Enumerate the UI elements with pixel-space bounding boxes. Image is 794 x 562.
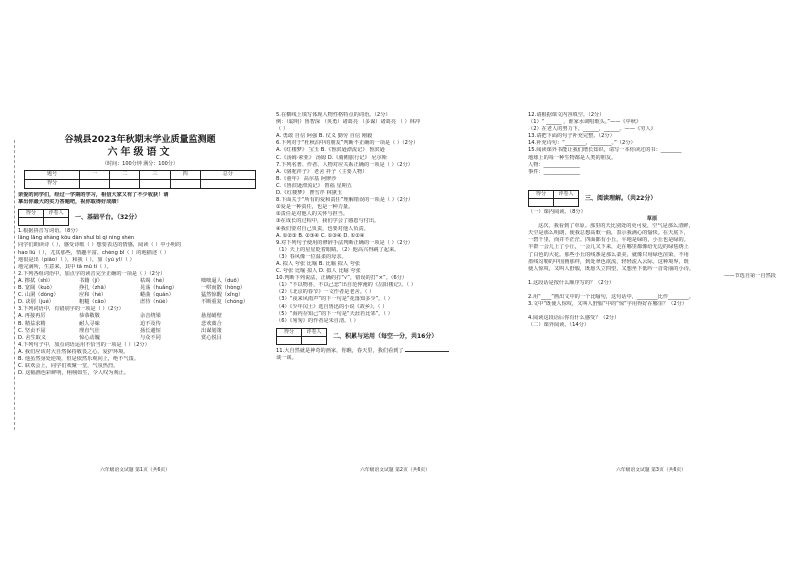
option-line: B. 他虽然身处逆境，但是依然乐观向上，绝不气馁。	[18, 355, 139, 362]
score-label-cell: 得分	[25, 180, 80, 189]
passage-line: 了白色的大花。那些小丘的线条是那么柔美，就像只用绿色渲染，不用	[528, 251, 689, 258]
option-row: C. 坚贞不屈 理直气壮 扬长避短 出谋划策	[18, 327, 222, 334]
text-line: 15.阅读课外书能让我们增长知识，请写一本你读过的书：________	[528, 147, 682, 154]
score-cell[interactable]	[170, 180, 200, 189]
question-11	[276, 347, 526, 355]
pinyin-line: lǎng lǎng shàng kǒu dàn shuǐ bì qì níng shén	[18, 235, 135, 242]
passage-source: ——节选自第一自然段	[724, 272, 776, 279]
section-title: 三、阅读理解。（共22分）	[585, 194, 657, 202]
binding-margin	[8, 140, 15, 430]
text-line: 人物：______________	[528, 161, 580, 168]
text-line: A. 拟人 夸张 比喻 B. 比喻 拟人 夸张	[276, 260, 361, 267]
score-header-cell: 题号	[25, 171, 80, 180]
reviewer-label: 得分	[529, 190, 554, 198]
option-row: A. 擦拭（shì） 书籍（jí） 枯竭（hé） 咄咄逼人（duō）	[18, 277, 242, 284]
score-header-cell: 二	[110, 171, 140, 180]
reading-question: 3.文中“既使人惊叹，又叫人舒服”中的“惊”字用得好在哪里？（2分）	[528, 301, 688, 308]
text-line: 14.补充诗句：“________，________。”（2分）	[528, 140, 636, 147]
notice-line: 拿出你最大的实力答题吧，祝你取得好成绩！	[18, 199, 122, 206]
reviewer-box	[528, 190, 579, 207]
text-line: （4）《少年闰土》选自鲁迅的小说《故乡》。（ ）	[276, 303, 388, 310]
section-header	[18, 209, 262, 226]
question-3: 3.下列词语中，有错别字的一项是（ ）（2分）	[18, 306, 124, 313]
answer-line[interactable]	[528, 308, 776, 315]
question-text: 地完满所，生意来，其中 tā mǔ ti（ ）。	[18, 263, 112, 270]
reviewer-cell[interactable]	[277, 336, 302, 344]
reading-subsection: （一）课内阅读。（8分）	[528, 208, 586, 215]
passage-line: 羊群一会儿上了小丘，一会儿又下来，走在哪里都像给无边的绿毯绣上	[528, 244, 689, 251]
reading-subsection: （二）课外阅读。（14分）	[528, 322, 590, 329]
text-line: B.《童年》 高尔基 阿廖沙	[276, 175, 337, 182]
option-row: C. 山洞（dòng） 应和（hè） 蜷曲（quán） 猛然惊醒（xǐng）	[18, 292, 244, 299]
text-line: ④我们要对自己负责，也要对他人负责。	[276, 225, 369, 232]
passage-line: 使人惊叹，又叫人舒服，既愿久立四望，又想坐下低吟一首奇丽的小诗。	[528, 265, 695, 272]
reviewer-cell[interactable]	[19, 218, 44, 226]
text-line: 10.判断下列说法，正确的打“√”，错误的打“×”。（6分）	[276, 275, 408, 282]
reviewer-box	[18, 209, 69, 226]
score-table	[24, 170, 256, 189]
score-cell[interactable]	[110, 180, 140, 189]
text-line: 8.下面关于“所有的爱和责任”理解错误的一项是（ ）（2分）	[276, 197, 414, 204]
reviewer-label: 评卷人	[302, 328, 327, 336]
text-line: 例：（聪明）鲁智深 （英勇）诸葛亮 （多谋）诸葛亮 （ ）林冲	[276, 119, 421, 126]
answer-line[interactable]	[528, 287, 776, 294]
reviewer-label: 得分	[19, 210, 44, 218]
text-line: C.《汤姆·索亚》 汤姆 D.《骑鹅旅行记》 尼尔斯	[276, 154, 387, 161]
text-line: （2）《北京的春节》一文作者是老舍。（ ）	[276, 289, 375, 296]
question-1: 1.根据拼音写词语。（8分）	[18, 228, 81, 235]
text-line: （6）《匆匆》的作者是朱自清。（ ）	[276, 317, 359, 324]
reviewer-label: 评卷人	[44, 210, 69, 218]
page-footer: 六年级语文试题 第2页（共6页）	[360, 468, 430, 473]
reviewer-box	[276, 328, 327, 345]
reading-question: 2.用“____”画出文中的一个比喻句，这句话中，________比作________。	[528, 294, 694, 301]
text-line: 7.下列名著、作者、人物对应关系正确的一项是（ ）（2分）	[276, 161, 413, 168]
text-line: （ ）	[276, 126, 289, 133]
text-line: C.《鲁滨逊漂流记》 笛福 星期五	[276, 182, 353, 189]
page-3	[528, 112, 776, 457]
text-line: （1）“不以物喜，不以己悲”出自范仲淹的《岳阳楼记》。（ ）	[276, 282, 416, 289]
text-line: ①爱是一种责任，也是一种力量。	[276, 204, 354, 211]
question-4: 4.下列句子中，加点词语运用不恰当的一项是（ ）（2分）	[18, 341, 150, 348]
text-line: （1）“ ______ ，谁家水调唱歌头。”——《中秋》	[528, 119, 642, 126]
question-11-cont: 谈一谈。	[276, 355, 297, 361]
answer-blank[interactable]	[405, 347, 449, 352]
section-title: 一、基础平台。（32分）	[75, 214, 141, 222]
text-line: （5）“海内存知己”的下一句是“天涯若比邻”。（ ）	[276, 310, 393, 317]
text-line: 9.对下列句子使用的修辞手法判断正确的一项是（ ）（2分）	[276, 239, 413, 246]
time-info: （时间：100分钟 满分：100分）	[102, 161, 178, 167]
section-title: 二、积累与运用（每空一分，共16分）	[333, 332, 438, 340]
score-cell[interactable]	[200, 180, 255, 189]
exam-subject: 六年级语文	[107, 147, 173, 158]
text-line: A.《红楼梦》 宝玉 B.《鲁滨逊漂流记》 鲁滨逊	[276, 147, 385, 154]
reading-question: 4.阅读这段话后你有什么感受？（2分）	[528, 315, 620, 322]
page-1	[18, 112, 262, 457]
text-line: 6.下列对于“杜秋泊中的朋友”判断不正确的一项是（ ）（2分）	[276, 140, 419, 147]
text-line: （3）“夜来风雨声”的下一句是“花落知多少”。（ ）	[276, 296, 393, 303]
score-cell[interactable]	[140, 180, 170, 189]
text-line: A. 勇敢 自信 阿强 B. 仗义 勤劳 自信 刚毅	[276, 133, 373, 140]
reviewer-label: 评卷人	[554, 190, 579, 198]
reviewer-cell[interactable]	[529, 198, 554, 206]
score-header-cell: 总分	[200, 171, 255, 180]
text-line: 12.请根据课文内容填空。（2分）	[528, 112, 605, 118]
section-header	[276, 328, 526, 345]
page-2	[276, 112, 526, 457]
question-text: hao liú（ ），尤其那些，情趣丰富、chéng bǐ（ ）的地描述（ ）	[18, 249, 170, 256]
page-footer: 六年级语文试题 第3页（共6页）	[616, 468, 686, 473]
passage-line: 这次，我看到了草原。那里的天比别处的更可爱，空气是那么清鲜，	[538, 223, 694, 230]
text-line: （1）天上的星星眨着眼睛。（2）他高兴得跳了起来。	[276, 246, 400, 253]
question-text: 同学们朗读诗（ ），感受诗歌（ ）想要表达的情感，阅读（ ）中小明的	[18, 242, 182, 249]
option-row: B. 宽阔（kuò） 挣扎（zhā） 晃荡（huǎng） 一哄而散（hòng）	[18, 285, 246, 292]
text-line: （2）在老人的努力下，______，______。——《穷人》	[528, 126, 656, 133]
option-row: A. 再接再厉 恭恭敬敬 余音绕梁 悬崖峭壁	[18, 313, 222, 320]
option-line: C. 联欢会上，同学们欢聚一堂，气氛热烈。	[18, 363, 119, 370]
option-row: D. 诀别（jué） 粗糙（cāo） 虐待（nüè） 不断重复（chóng）	[18, 299, 249, 306]
question-text: 地很是出（piāo）（ ），和我（ ），加（yú yǐ）（ ）	[18, 256, 135, 263]
text-line: 5.在横线上填写体现人物性格特点的词语。（2分）	[276, 112, 391, 118]
reviewer-label: 得分	[277, 328, 302, 336]
score-header-cell: 三	[140, 171, 170, 180]
reviewer-cell[interactable]	[302, 336, 327, 344]
text-line: ②责任是对他人的关怀与担当。	[276, 211, 349, 218]
reviewer-cell[interactable]	[554, 198, 579, 206]
text-line: C. 夸张 比喻 拟人 D. 拟人 比喻 夸张	[276, 268, 361, 275]
text-line: 地球上的每一种生物都是人类的朋友。	[528, 154, 617, 161]
section-header	[528, 190, 776, 207]
passage-line: 墨线勾勒的中国画那样，到处翠色欲流，轻轻流入云际。这种境界，既	[528, 258, 689, 265]
text-line: 事件：______________	[528, 168, 580, 175]
notice-line: 亲爱的同学们，经过一学期的学习，相信大家又有了不少收获！请	[18, 192, 169, 198]
score-header-cell: 一	[80, 171, 110, 180]
option-line: D. 这幅画色彩鲜明，栩栩如生，令人叹为观止。	[18, 370, 130, 377]
score-cell[interactable]	[80, 180, 110, 189]
score-header-cell: 四	[170, 171, 200, 180]
reading-question: 1.这段话是按什么顺序写的？（2分）	[528, 279, 615, 286]
text-line: 13.请把下面的句子补充完整。（2分）	[528, 133, 615, 140]
text-line: A. ①②③ B. ②③④ C. ①③④ D. ①②④	[276, 232, 365, 239]
text-line: ③在成长的过程中，我们学会了感恩与付出。	[276, 218, 380, 225]
question-2: 2.下列各组词语中，加点字的读音完全正确的一项是（ ）（2分）	[18, 270, 166, 277]
text-line: D.《红楼梦》 曹雪芹 林黛玉	[276, 190, 343, 197]
reviewer-cell[interactable]	[44, 218, 69, 226]
option-line: A. 我们应该对大自然保持敬畏之心，爱护环境。	[18, 348, 129, 355]
exam-title: 谷城县2023年秋期末学业质量监测题	[64, 135, 216, 145]
passage-line: 一碧千里，而并不茫茫。四面都有小丘，平地是绿的，小丘也是绿的。	[528, 237, 689, 244]
question-text: 11.大自然就是神奇的画家，你瞧，春天里，我们看到了	[276, 347, 404, 354]
page-footer: 六年级语文试题 第1页（共6页）	[100, 468, 170, 473]
text-line: （3）春风像一位温柔的母亲。	[276, 253, 347, 260]
option-row: D. 舍生取义 惊心动魄 与众不同 赏心悦目	[18, 334, 222, 341]
passage-line: 天空是那么明朗，使我总想高歌一曲，表示我满心的愉快。在天底下，	[528, 230, 689, 237]
text-line: A.《骆驼祥子》 老舍 祥子（主要人物）	[276, 168, 368, 175]
option-row: B. 精益求精 耐人寻味 迫不及待 悲欢离合	[18, 320, 222, 327]
passage-title: 草原	[646, 216, 658, 223]
